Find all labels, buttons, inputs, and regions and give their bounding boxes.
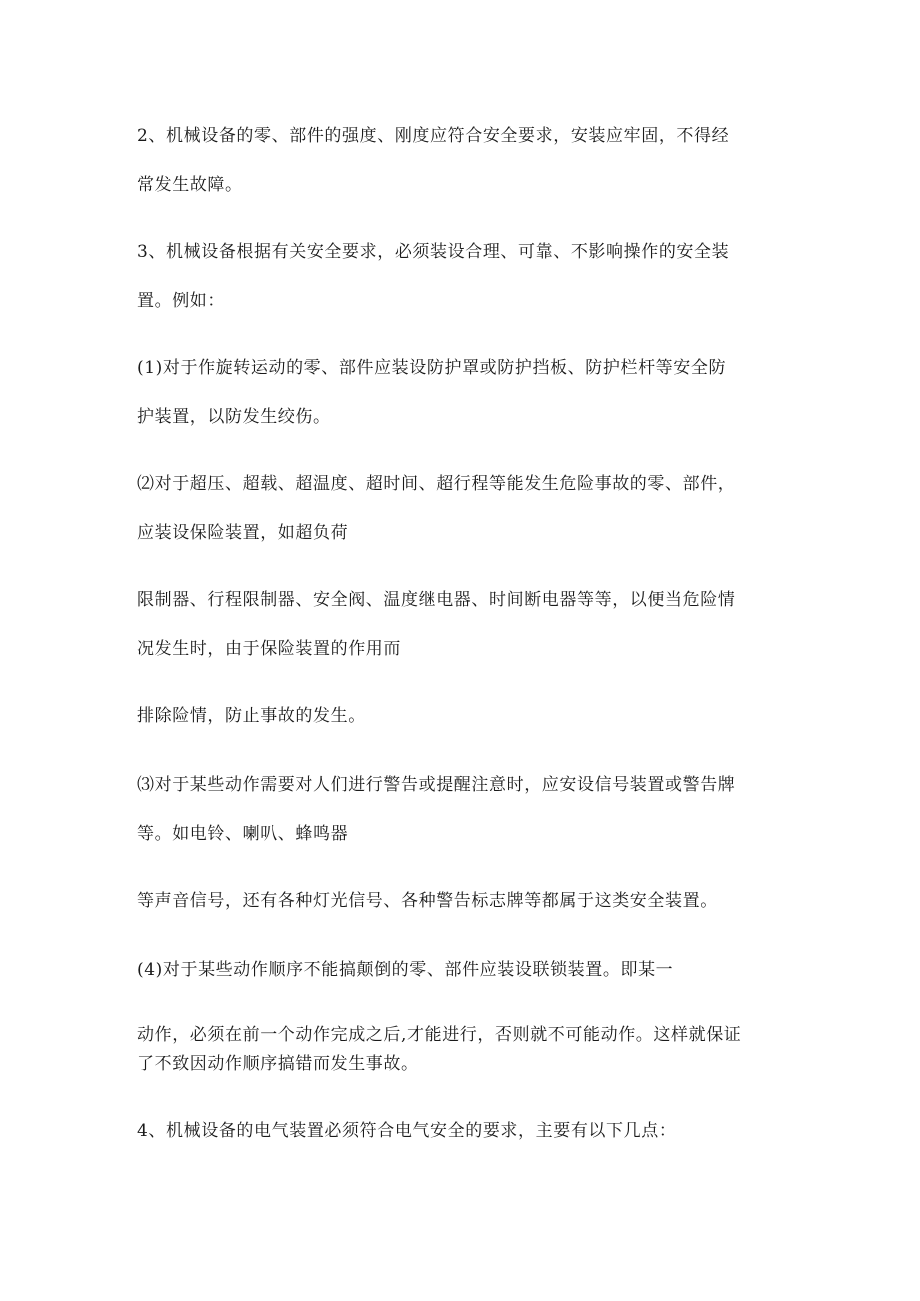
text-line: (1)对于作旋转运动的零、部件应装设防护罩或防护挡板、防护栏杆等安全防 (137, 358, 727, 378)
text-line: 动作，必须在前一个动作完成之后,才能进行，否则就不可能动作。这样就保证 (137, 1025, 742, 1045)
text-line: (4)对于某些动作顺序不能搞颠倒的零、部件应装设联锁装置。即某一 (137, 960, 674, 980)
text-line: 应装设保险装置，如超负荷 (137, 523, 349, 543)
text-line: 等声音信号，还有各种灯光信号、各种警告标志牌等都属于这类安全装置。 (137, 891, 718, 911)
text-line: ⑶对于某些动作需要对人们进行警告或提醒注意时，应安设信号装置或警告牌 (137, 775, 736, 795)
text-line: ⑵对于超压、超载、超温度、超时间、超行程等能发生危险事故的零、部件， (137, 474, 736, 494)
text-line: 限制器、行程限制器、安全阀、温度继电器、时间断电器等等，以便当危险情 (137, 590, 736, 610)
text-line: 了不致因动作顺序搞错而发生事故。 (137, 1054, 419, 1074)
text-line: 排除险情，防止事故的发生。 (137, 706, 366, 726)
text-line: 护装置，以防发生绞伤。 (137, 407, 331, 427)
text-line: 3、机械设备根据有关安全要求，必须装设合理、可靠、不影响操作的安全装 (137, 242, 730, 262)
text-line: 等。如电铃、喇叭、蜂鸣器 (137, 824, 349, 844)
text-line: 况发生时，由于保险装置的作用而 (137, 639, 401, 659)
text-line: 置。例如： (137, 291, 225, 311)
text-line: 4、机械设备的电气装置必须符合电气安全的要求，主要有以下几点： (137, 1121, 677, 1141)
text-line: 常发生故障。 (137, 175, 243, 195)
text-line: 2、机械设备的零、部件的强度、刚度应符合安全要求，安装应牢固，不得经 (137, 126, 730, 146)
